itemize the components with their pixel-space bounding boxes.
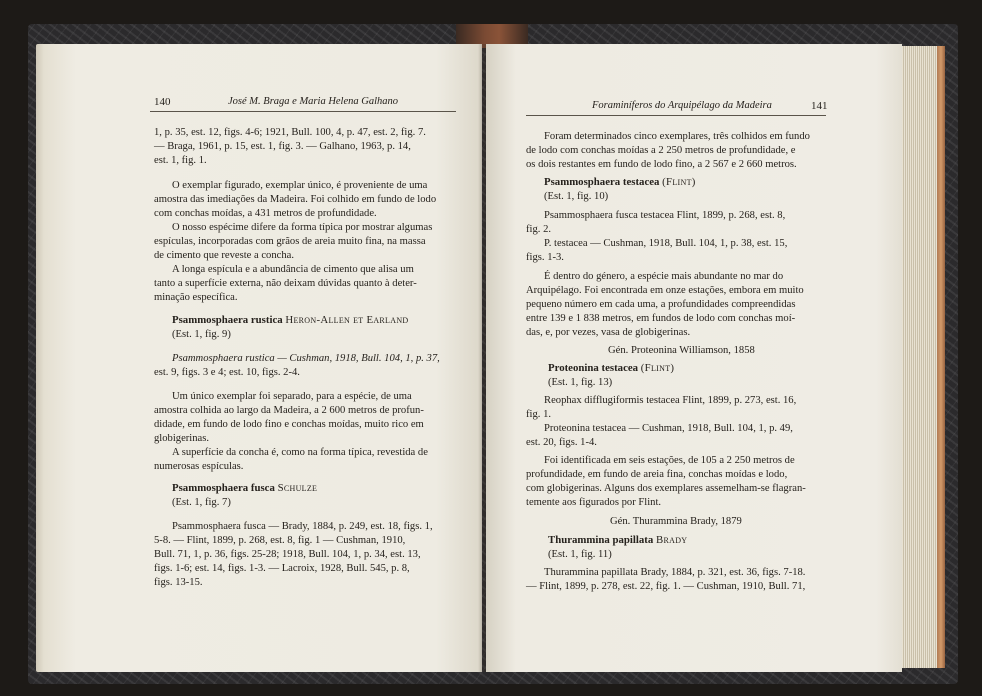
- text-line: Foi identificada em seis estações, de 105 a 2 250 metros de: [544, 455, 795, 466]
- page-number: 140: [154, 96, 171, 108]
- text-line: Foram determinados cinco exemplares, três colhidos em fundo: [544, 131, 810, 142]
- text-line: O nosso espécime difere da forma típica por mostrar algumas: [172, 222, 433, 233]
- text-line: — Braga, 1961, p. 15, est. 1, fig. 3. — Galhano, 1963, p. 14,: [154, 141, 411, 152]
- species-author: Brady: [656, 534, 688, 546]
- text-line: A longa espícula e a abundância de cimento que alisa um: [172, 264, 414, 275]
- text-line: das, e, por vezes, vasa de globigerinas.: [526, 327, 691, 338]
- species-name: Psammosphaera testacea: [544, 176, 660, 188]
- text-line: est. 20, figs. 1-4.: [526, 437, 597, 448]
- species-author: Schulze: [277, 482, 318, 494]
- species-heading: [172, 482, 317, 494]
- text-line: tanto a superfície externa, não deixam dúvidas quanto à deter-: [154, 278, 417, 289]
- header-rule: [526, 115, 826, 116]
- text-line: entre 139 e 1 838 metros, em fundos de lodo com conchas moí-: [526, 313, 796, 324]
- text-line: com globigerinas. Alguns dos exemplares assemelham-se flagran-: [526, 483, 806, 494]
- species-name: Proteonina testacea: [548, 362, 639, 374]
- text-line: fig. 1.: [526, 409, 552, 420]
- species-heading: [548, 534, 687, 546]
- running-header: Foraminíferos do Arquipélago da Madeira: [592, 100, 772, 111]
- text-line: A superfície da concha é, como na forma típica, revestida de: [172, 447, 428, 458]
- species-heading: [548, 362, 674, 374]
- left-page: [36, 44, 482, 672]
- plate-reference: (Est. 1, fig. 13): [548, 377, 613, 388]
- synonymy-line: P. testacea — Cushman, 1918, Bull. 104, 1, p. 38, est. 15,: [544, 238, 788, 249]
- genus-heading: Gén. Thurammina Brady, 1879: [610, 516, 742, 527]
- text-line: Um único exemplar foi separado, para a espécie, de uma: [172, 391, 412, 402]
- synonymy-line: Proteonina testacea — Cushman, 1918, Bull. 104, 1, p. 49,: [544, 423, 793, 434]
- text-line: 1, p. 35, est. 12, figs. 4-6; 1921, Bull. 100, 4, p. 47, est. 2, fig. 7.: [154, 127, 426, 138]
- text-line: globigerinas.: [154, 433, 210, 444]
- text-line: numerosas espículas.: [154, 461, 244, 472]
- page-number: 141: [811, 100, 828, 112]
- species-author: Heron-Allen et Earland: [285, 314, 409, 326]
- text-line: pequeno número em cada uma, a profundidades compreendidas: [526, 299, 796, 310]
- species-author: (Flint): [662, 176, 696, 188]
- text-line: É dentro do género, a espécie mais abundante no mar do: [544, 271, 784, 282]
- synonymy-line: Reophax difflugiformis testacea Flint, 1899, p. 273, est. 16,: [544, 395, 797, 406]
- genus-heading: Gén. Proteonina Williamson, 1858: [608, 345, 755, 356]
- text-line: est. 1, fig. 1.: [154, 155, 207, 166]
- text-line: temente aos figurados por Flint.: [526, 497, 662, 508]
- text-line: de cimento que reveste a concha.: [154, 250, 295, 261]
- species-name: Psammosphaera fusca: [172, 482, 275, 494]
- text-line: figs. 13-15.: [154, 577, 203, 588]
- plate-reference: (Est. 1, fig. 9): [172, 329, 231, 340]
- text-line: figs. 1-6; est. 14, figs. 1-3. — Lacroix, 1928, Bull. 545, p. 8,: [154, 563, 410, 574]
- text-line: fig. 2.: [526, 224, 552, 235]
- text-line: profundidade, em fundo de areia fina, conchas moídas e lodo,: [526, 469, 788, 480]
- page-edge-color: [937, 46, 945, 668]
- synonymy-line: Psammosphaera rustica — Cushman, 1918, Bull. 104, 1, p. 37,: [172, 353, 440, 364]
- species-author: (Flint): [640, 362, 675, 374]
- synonymy-line: Thurammina papillata Brady, 1884, p. 321, est. 36, figs. 7-18.: [544, 567, 806, 578]
- species-name: Thurammina papillata: [548, 534, 654, 546]
- text-line: Arquipélago. Foi encontrada em onze estações, embora em muito: [526, 285, 804, 296]
- text-line: figs. 1-3.: [526, 252, 564, 263]
- plate-reference: (Est. 1, fig. 7): [172, 497, 231, 508]
- text-line: est. 9, figs. 3 e 4; est. 10, figs. 2-4.: [154, 367, 300, 378]
- text-line: com conchas moídas, a 431 metros de profundidade.: [154, 208, 377, 219]
- species-name: Psammosphaera rustica: [172, 314, 283, 326]
- text-line: minação específica.: [154, 292, 238, 303]
- header-rule: [150, 111, 456, 112]
- text-line: os dois restantes em fundo de lodo fino, a 2 567 e 2 660 metros.: [526, 159, 797, 170]
- species-heading: [544, 176, 696, 188]
- text-line: amostra das imediações da Madeira. Foi colhido em fundo de lodo: [154, 194, 437, 205]
- page-edges: [902, 46, 940, 668]
- synonymy-line: Psammosphaera fusca testacea Flint, 1899, p. 268, est. 8,: [544, 210, 786, 221]
- text-line: didade, em fundo de lodo fino e conchas moídas, muito rico em: [154, 419, 424, 430]
- text-line: — Flint, 1899, p. 278, est. 22, fig. 1. — Cushman, 1910, Bull. 71,: [526, 581, 806, 592]
- text-line: espículas, incorporadas com grãos de areia muito fina, na massa: [154, 236, 426, 247]
- text-line: O exemplar figurado, exemplar único, é proveniente de uma: [172, 180, 428, 191]
- synonymy-line: Psammosphaera fusca — Brady, 1884, p. 249, est. 18, figs. 1,: [172, 521, 433, 532]
- text-line: Bull. 71, 1, p. 36, figs. 25-28; 1918, Bull. 104, 1, p. 34, est. 13,: [154, 549, 421, 560]
- plate-reference: (Est. 1, fig. 10): [544, 191, 609, 202]
- species-heading: [172, 314, 408, 326]
- plate-reference: (Est. 1, fig. 11): [548, 549, 612, 560]
- text-line: amostra colhida ao largo da Madeira, a 2 600 metros de profun-: [154, 405, 424, 416]
- text-line: de lodo com conchas moídas a 2 250 metros de profundidade, e: [526, 145, 796, 156]
- right-page: [486, 44, 902, 672]
- running-header: José M. Braga e Maria Helena Galhano: [228, 96, 399, 107]
- text-line: 5-8. — Flint, 1899, p. 268, est. 8, fig. 1 — Cushman, 1910,: [154, 535, 406, 546]
